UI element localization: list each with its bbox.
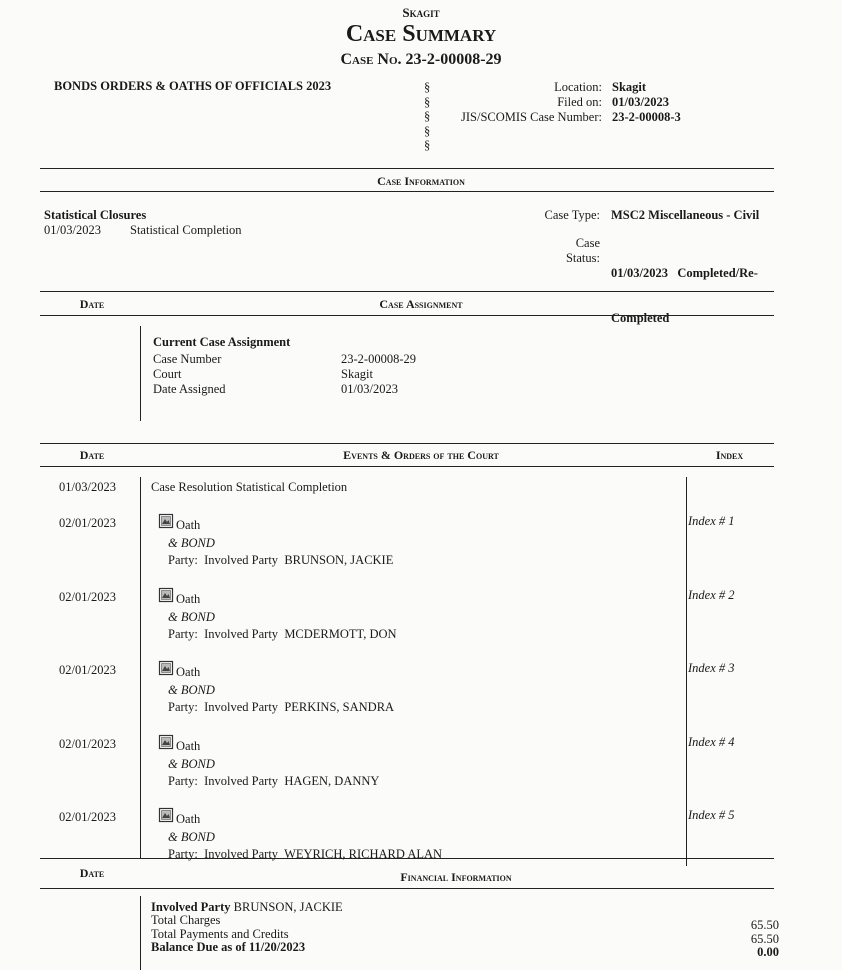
- event-index: Index # 2: [688, 588, 735, 602]
- section-mark: §: [424, 123, 431, 138]
- event-index: Index # 4: [688, 735, 735, 749]
- financial-labels: [151, 914, 305, 955]
- section-mark: §: [424, 80, 431, 94]
- divider: [40, 291, 774, 292]
- divider: [40, 858, 774, 859]
- event-party: [168, 774, 379, 789]
- event-date: 02/01/2023: [59, 590, 116, 604]
- event-party: [168, 847, 442, 862]
- filed-on-value: 01/03/2023: [612, 95, 669, 109]
- document-icon[interactable]: [158, 513, 174, 529]
- county-name: Skagit: [402, 5, 440, 20]
- section-mark: §: [424, 94, 431, 109]
- jis-value: 23-2-00008-3: [612, 110, 681, 124]
- events-heading: Events & Orders of the Court: [343, 448, 499, 462]
- jis-label: JIS/SCOMIS Case Number:: [461, 110, 602, 124]
- event-subtitle: & BOND: [168, 683, 215, 697]
- assignment-labels: [153, 352, 226, 397]
- event-subtitle: & BOND: [168, 610, 215, 624]
- total-charges-value: 65.50: [750, 918, 779, 932]
- event-subtitle: & BOND: [168, 830, 215, 844]
- financial-party-name: BRUNSON, JACKIE: [233, 900, 343, 914]
- statistical-closures-label: Statistical Closures: [44, 208, 147, 222]
- divider: [40, 466, 774, 467]
- case-meta-values: [612, 80, 681, 125]
- assignment-values: [341, 352, 416, 397]
- party-name: PERKINS, SANDRA: [284, 700, 395, 714]
- balance-due-value: 0.00: [757, 945, 779, 959]
- financial-party-label: Involved Party: [151, 900, 231, 914]
- event-subtitle: & BOND: [168, 757, 215, 771]
- event-date: 02/01/2023: [59, 516, 116, 530]
- case-status-value-line: 01/03/2023 Completed/Re-: [611, 266, 758, 280]
- assignment-row-label: Court: [153, 367, 182, 381]
- statistical-closure-text: Statistical Completion: [130, 223, 242, 237]
- event-index: Index # 1: [688, 514, 735, 528]
- party-label: Party: Involved Party: [168, 700, 279, 714]
- assignment-row-value: 23-2-00008-29: [341, 352, 416, 366]
- location-value: Skagit: [612, 80, 647, 94]
- case-style: BONDS ORDERS & OATHS OF OFFICIALS 2023: [54, 79, 332, 93]
- case-status-value-line: Completed: [611, 311, 670, 325]
- party-label: Party: Involved Party: [168, 627, 279, 641]
- event-index: Index # 3: [688, 661, 735, 675]
- column-line: [140, 477, 141, 858]
- case-type-value: MSC2 Miscellaneous - Civil: [611, 208, 760, 222]
- divider: [40, 315, 774, 316]
- total-charges-label: Total Charges: [151, 913, 221, 927]
- column-line: [140, 326, 141, 421]
- party-name: BRUNSON, JACKIE: [284, 553, 394, 567]
- statistical-closure-date: 01/03/2023: [44, 223, 101, 237]
- document-icon[interactable]: [158, 587, 174, 603]
- document-icon[interactable]: [158, 660, 174, 676]
- party-name: MCDERMOTT, DON: [284, 627, 397, 641]
- document-icon[interactable]: [158, 734, 174, 750]
- event-index: Index # 5: [688, 808, 735, 822]
- event-title: Oath: [176, 518, 201, 532]
- event-title: Oath: [176, 592, 201, 606]
- divider: [40, 168, 774, 169]
- case-type-label: Case Type:: [544, 208, 600, 222]
- case-information-heading: Case Information: [377, 174, 465, 188]
- index-column-header: Index: [715, 448, 744, 462]
- page-title: Case Summary: [345, 21, 497, 47]
- divider: [40, 888, 774, 889]
- filed-on-label: Filed on:: [557, 95, 602, 109]
- financial-values: [751, 919, 779, 960]
- divider: [40, 191, 774, 192]
- case-status-label-line: Status:: [565, 251, 600, 265]
- date-column-header: Date: [79, 866, 105, 880]
- party-name: WEYRICH, RICHARD ALAN: [284, 847, 443, 861]
- total-payments-value: 65.50: [750, 931, 779, 946]
- event-title: Oath: [176, 665, 201, 679]
- assignment-row-value: Skagit: [341, 367, 373, 381]
- party-label: Party: Involved Party: [168, 553, 279, 567]
- event-date: 02/01/2023: [59, 810, 116, 824]
- event-party: [168, 553, 393, 568]
- case-status-value: [611, 236, 758, 341]
- event-party: [168, 700, 394, 715]
- event-date: 02/01/2023: [59, 663, 116, 677]
- event-text: Case Resolution Statistical Completion: [151, 480, 348, 494]
- assignment-row-label: Case Number: [153, 352, 222, 366]
- divider: [40, 443, 774, 444]
- event-subtitle: & BOND: [168, 536, 215, 550]
- total-payments-label: Total Payments and Credits: [151, 926, 289, 941]
- section-marks: [424, 80, 430, 153]
- assignment-row-label: Date Assigned: [153, 382, 226, 396]
- party-label: Party: Involved Party: [168, 774, 279, 788]
- case-status-label-line: Case: [575, 236, 600, 250]
- event-date: 01/03/2023: [59, 480, 116, 494]
- party-name: HAGEN, DANNY: [284, 774, 380, 788]
- current-assignment-label: Current Case Assignment: [153, 335, 291, 349]
- date-column-header: Date: [79, 297, 105, 311]
- document-icon[interactable]: [158, 807, 174, 823]
- financial-heading: Financial Information: [400, 870, 512, 884]
- party-label: Party: Involved Party: [168, 847, 279, 861]
- balance-due-label: Balance Due as of 11/20/2023: [151, 940, 306, 954]
- date-column-header: Date: [79, 448, 105, 462]
- case-status-label: [566, 236, 600, 266]
- event-date: 02/01/2023: [59, 737, 116, 751]
- event-title: Oath: [176, 739, 201, 753]
- case-meta-labels: [461, 80, 602, 125]
- case-assignment-heading: Case Assignment: [379, 297, 463, 311]
- event-title: Oath: [176, 812, 201, 826]
- column-line: [140, 896, 141, 970]
- case-no-label: Case No.: [340, 51, 402, 68]
- assignment-row-value: 01/03/2023: [341, 382, 398, 396]
- case-no-value: 23-2-00008-29: [405, 51, 502, 68]
- event-party: [168, 627, 397, 642]
- section-mark: §: [424, 138, 431, 152]
- case-number-heading: [0, 51, 842, 69]
- section-mark: §: [424, 109, 431, 123]
- location-label: Location:: [554, 80, 602, 94]
- column-line: [686, 477, 687, 866]
